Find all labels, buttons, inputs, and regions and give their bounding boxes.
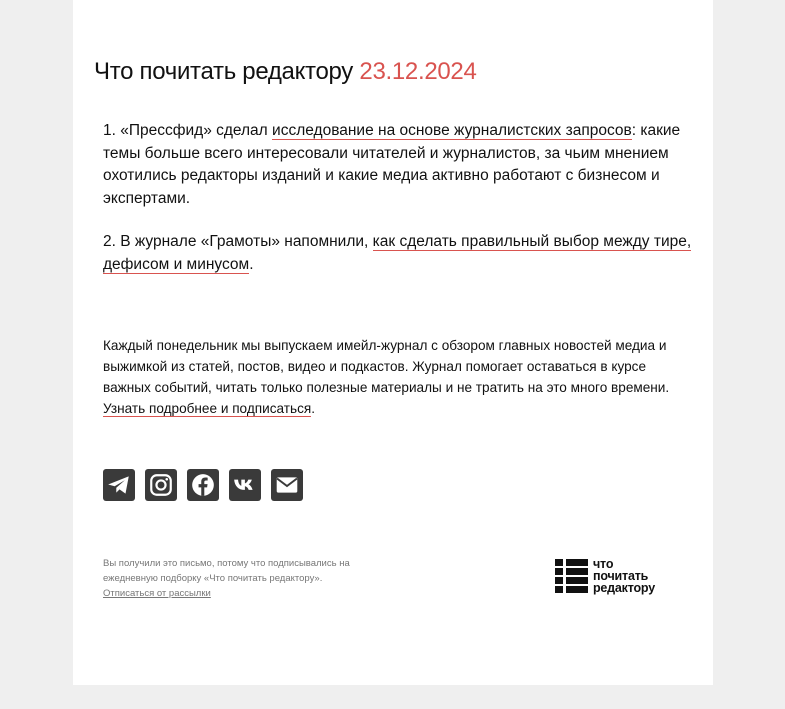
item-number: 1. [103,122,121,139]
list-item [103,231,693,276]
item-text: : какие темы больше всего интересовали читателей и журналистов, за чьим мнением охотились редакторы изданий и какие медиа активно работают с бизнесом и экспертами. [103,122,681,207]
facebook-icon[interactable] [187,469,219,501]
item-text: В журнале «Грамоты» напомнили, [120,233,373,250]
item-text: . [249,255,254,273]
logo-mark-icon [555,559,588,593]
title-date: 23.12.2024 [359,58,477,85]
about-paragraph [103,335,693,419]
footer-text: Вы получили это письмо, потому что подписывались на ежедневную подборку «Что почитать редактору». [103,558,350,584]
subscribe-link[interactable]: Узнать подробнее и подписаться [103,401,312,416]
item-text: «Прессфид» сделал [120,122,273,139]
logo-line: почитать [593,569,649,583]
title-text: Что почитать редактору [94,58,354,85]
social-links [103,469,303,501]
logo-line: что [593,557,614,571]
vk-icon[interactable] [229,469,261,501]
list-item [103,120,693,210]
email-icon[interactable] [271,469,303,501]
article-list [103,120,693,297]
item-link[interactable]: как сделать правильный выбор между тире, дефисом и минусом [103,233,692,273]
instagram-icon[interactable] [145,469,177,501]
logo-wordmark [593,558,655,594]
about-text-end: . [311,401,316,416]
telegram-icon[interactable] [103,469,135,501]
logo-line: редактору [593,581,655,595]
about-text: Каждый понедельник мы выпускаем имейл-журнал с обзором главных новостей медиа и выжимкой из статей, постов, видео и подкастов. Журнал помогает оставаться в курсе важных событий, читать только полезные материалы и не тратить на это много времени. [103,338,670,395]
footer-note [103,556,403,601]
item-number: 2. [103,233,121,250]
email-card [73,0,713,685]
brand-logo[interactable] [555,559,685,597]
page-title [94,58,477,86]
unsubscribe-link[interactable]: Отписаться от рассылки [103,588,211,599]
item-link[interactable]: исследование на основе журналистских запросов [272,122,632,139]
